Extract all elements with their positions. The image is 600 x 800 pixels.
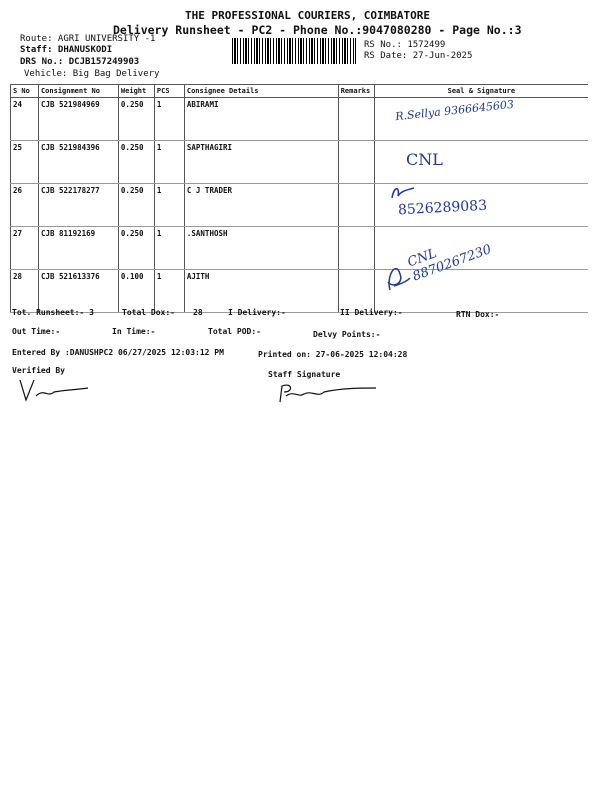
total-pod: Total POD:- bbox=[208, 327, 261, 336]
cell-consignee: C J TRADER bbox=[184, 184, 338, 227]
handwritten-signature: 8526289083 bbox=[397, 197, 488, 219]
company-name: THE PROFESSIONAL COURIERS, COIMBATORE bbox=[185, 9, 431, 22]
cell-pcs: 1 bbox=[154, 184, 184, 227]
ii-delivery: II Delivery:- bbox=[340, 308, 403, 317]
handwritten-signature: CNL 8870267230 bbox=[405, 242, 494, 285]
cell-consignee: .SANTHOSH bbox=[184, 227, 338, 270]
col-weight: Weight bbox=[118, 85, 154, 98]
vehicle: Vehicle: Big Bag Delivery bbox=[24, 69, 160, 79]
col-pcs: PCS bbox=[154, 85, 184, 98]
cell-consignment: CJB 81192169 bbox=[38, 227, 118, 270]
cell-consignee: ABIRAMI bbox=[184, 98, 338, 141]
col-remarks: Remarks bbox=[338, 85, 374, 98]
runsheet-table bbox=[10, 84, 588, 313]
cell-weight: 0.100 bbox=[118, 270, 154, 313]
total-dox-label: Total Dox:- bbox=[122, 308, 175, 317]
cell-sno: 26 bbox=[11, 184, 39, 227]
barcode bbox=[232, 38, 356, 64]
printed-on: Printed on: 27-06-2025 12:04:28 bbox=[258, 350, 408, 359]
col-sno: S No bbox=[11, 85, 39, 98]
cell-consignee: AJITH bbox=[184, 270, 338, 313]
cell-consignment: CJB 521984396 bbox=[38, 141, 118, 184]
cell-pcs: 1 bbox=[154, 98, 184, 141]
table-row bbox=[11, 184, 589, 227]
cell-sno: 24 bbox=[11, 98, 39, 141]
drs-number: DRS No.: DCJB157249903 bbox=[20, 57, 140, 67]
cell-consignment: CJB 521613376 bbox=[38, 270, 118, 313]
in-time: In Time:- bbox=[112, 327, 156, 336]
cell-remarks bbox=[338, 227, 374, 270]
col-signature: Seal & Signature bbox=[374, 85, 588, 98]
staff-signature-icon bbox=[272, 380, 382, 406]
table-header-row bbox=[11, 85, 589, 98]
cell-consignee: SAPTHAGIRI bbox=[184, 141, 338, 184]
cell-pcs: 1 bbox=[154, 227, 184, 270]
verified-by-label: Verified By bbox=[12, 366, 65, 375]
col-consignee: Consignee Details bbox=[184, 85, 338, 98]
cell-pcs: 1 bbox=[154, 141, 184, 184]
cell-weight: 0.250 bbox=[118, 227, 154, 270]
cell-weight: 0.250 bbox=[118, 98, 154, 141]
handwritten-signature: R.Sellya 9366645603 bbox=[394, 97, 515, 124]
runsheet-title: Delivery Runsheet - PC2 - Phone No.:9047080280 - Page No.:3 bbox=[113, 23, 522, 37]
handwritten-signature: CNL bbox=[406, 150, 443, 169]
rtn-dox: RTN Dox:- bbox=[456, 310, 500, 319]
cell-remarks bbox=[338, 141, 374, 184]
cell-remarks bbox=[338, 270, 374, 313]
table-row bbox=[11, 141, 589, 184]
cell-sno: 25 bbox=[11, 141, 39, 184]
cell-consignment: CJB 522178277 bbox=[38, 184, 118, 227]
i-delivery: I Delivery:- bbox=[228, 308, 286, 317]
tot-runsheet: Tot. Runsheet:- 3 bbox=[12, 308, 94, 317]
cell-sno: 28 bbox=[11, 270, 39, 313]
out-time: Out Time:- bbox=[12, 327, 61, 336]
cell-remarks bbox=[338, 98, 374, 141]
staff-signature-label: Staff Signature bbox=[268, 370, 341, 379]
rs-date: RS Date: 27-Jun-2025 bbox=[364, 51, 473, 61]
staff: Staff: DHANUSKODI bbox=[20, 45, 113, 55]
table-row bbox=[11, 227, 589, 270]
cell-weight: 0.250 bbox=[118, 141, 154, 184]
entered-by: Entered By :DANUSHPC2 06/27/2025 12:03:12 PM bbox=[12, 348, 224, 357]
cell-consignment: CJB 521984969 bbox=[38, 98, 118, 141]
verifier-signature-icon bbox=[14, 374, 94, 404]
route: Route: AGRI UNIVERSITY -1 bbox=[20, 34, 156, 44]
cell-weight: 0.250 bbox=[118, 184, 154, 227]
table-row bbox=[11, 270, 589, 313]
rs-number: RS No.: 1572499 bbox=[364, 40, 446, 50]
col-consignment: Consignment No bbox=[38, 85, 118, 98]
delvy-points: Delvy Points:- bbox=[313, 330, 381, 339]
cell-sno: 27 bbox=[11, 227, 39, 270]
cell-remarks bbox=[338, 184, 374, 227]
cell-pcs: 1 bbox=[154, 270, 184, 313]
total-dox-value: 28 bbox=[193, 308, 203, 317]
